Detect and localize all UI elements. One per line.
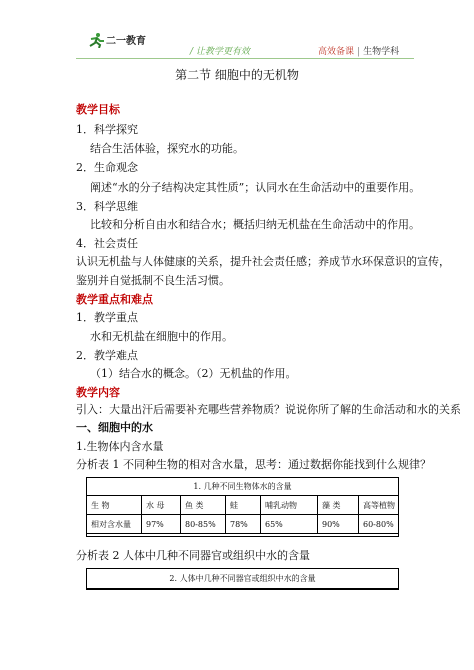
table-1-value-cell: 65% <box>261 515 318 534</box>
logo-text: 二一教育 <box>106 36 146 47</box>
table-2-caption: 2. 人体中几种不同器官或组织中水的含量 <box>87 569 399 589</box>
section-heading: 一、细胞中的水 <box>76 421 153 434</box>
header-tag-prep: 高效备课 <box>318 47 355 57</box>
goal-2-text: 阐述“水的分子结构决定其性质”；认同水在生命活动中的重要作用。 <box>90 181 421 194</box>
goals-heading: 教学目标 <box>76 103 120 116</box>
table-1-header-cell: 蛙 <box>226 496 261 515</box>
header-right <box>318 44 399 57</box>
table-1-header-cell: 藻 类 <box>318 496 359 515</box>
header-rule <box>76 58 414 59</box>
table-1-value-cell: 78% <box>226 515 261 534</box>
logo <box>86 32 176 48</box>
slogan: / 让教学更有效 <box>190 47 250 57</box>
table-1-header-cell: 生 物 <box>87 496 142 515</box>
header-subject: 生物学科 <box>363 47 400 57</box>
table-1-header-cell: 高等植物 <box>359 496 399 515</box>
header-separator: | <box>357 47 361 57</box>
intro-text: 引入：大量出汗后需要补充哪些营养物质？说说你所了解的生命活动和水的关系 <box>76 403 461 416</box>
goal-4-text-2: 鉴别并自觉抵制不良生活习惯。 <box>76 274 230 287</box>
sub-heading-water-content: 1.生物体内含水量 <box>76 440 164 453</box>
table-1-value-cell: 90% <box>318 515 359 534</box>
table-1 <box>86 477 399 537</box>
key-1-label: 1．教学重点 <box>76 311 138 324</box>
goal-3-text: 比较和分析自由水和结合水；概括归纳无机盐在生命活动中的作用。 <box>90 218 420 231</box>
analysis-table-2-text: 分析表 2 人体中几种不同器官或组织中水的含量 <box>76 549 310 562</box>
key-2-text: （1）结合水的概念。（2）无机盐的作用。 <box>90 367 297 380</box>
table-1-header-cell: 鱼 类 <box>181 496 226 515</box>
analysis-table-1-text: 分析表 1 不同种生物的相对含水量，思考：通过数据你能找到什么规律？ <box>76 458 431 471</box>
goal-1-text: 结合生活体验，探究水的功能。 <box>90 142 244 155</box>
runner-logo-icon <box>86 32 106 48</box>
table-1-caption: 1. 几种不同生物体水的含量 <box>87 478 399 496</box>
table-1-header-cell: 水 母 <box>142 496 181 515</box>
table-1-value-cell: 相对含水量 <box>87 515 142 534</box>
table-1-header-cell: 哺乳动物 <box>261 496 318 515</box>
goal-4-text: 认识无机盐与人体健康的关系，提升社会责任感；养成节水环保意识的宣传， <box>76 255 450 268</box>
content-heading: 教学内容 <box>76 386 120 399</box>
table-1-value-cell: 60-80% <box>359 515 399 534</box>
page-title: 第二节 细胞中的无机物 <box>175 68 299 82</box>
table-2 <box>86 568 399 590</box>
key-1-text: 水和无机盐在细胞中的作用。 <box>90 330 233 343</box>
key-2-label: 2．教学难点 <box>76 349 138 362</box>
goal-1-label: 1．科学探究 <box>76 123 138 136</box>
goal-4-label: 4．社会责任 <box>76 237 138 250</box>
goal-3-label: 3．科学思维 <box>76 200 138 213</box>
goal-2-label: 2．生命观念 <box>76 161 138 174</box>
key-heading: 教学重点和难点 <box>76 293 153 306</box>
table-1-value-cell: 97% <box>142 515 181 534</box>
table-1-value-cell: 80-85% <box>181 515 226 534</box>
